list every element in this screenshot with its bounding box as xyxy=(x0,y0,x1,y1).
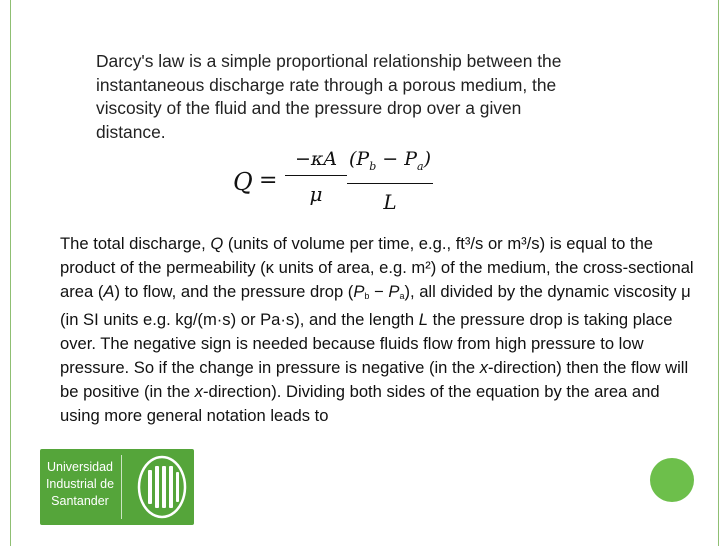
university-logo xyxy=(40,449,194,525)
accent-circle xyxy=(650,458,694,502)
subscript-b: b xyxy=(369,159,377,173)
right-frame-line xyxy=(718,0,719,546)
equation-lhs: Q xyxy=(233,168,253,196)
text-run: ), all divided by the dynamic viscosity μ (in SI units e.g. kg/(m·s) or Pa·s), and the length xyxy=(60,281,691,330)
fraction-numerator xyxy=(347,146,433,180)
pressure-b-symbol: (P xyxy=(348,148,370,170)
symbol-p: P xyxy=(388,281,400,301)
left-frame-line xyxy=(10,0,11,546)
fraction-permeability-viscosity xyxy=(285,146,347,206)
pressure-a-symbol: − P xyxy=(376,148,418,170)
intro-line: viscosity of the fluid and the pressure drop over a given xyxy=(96,98,522,118)
fraction-bar xyxy=(285,175,347,176)
fraction-bar xyxy=(347,183,433,184)
intro-line: distance. xyxy=(96,121,166,142)
logo-divider xyxy=(121,455,122,519)
fraction-numerator: −κA xyxy=(294,148,338,170)
symbol-p: P xyxy=(353,281,365,301)
uis-emblem-icon xyxy=(136,454,188,520)
logo-wordmark xyxy=(40,459,120,510)
logo-line: Santander xyxy=(51,494,109,508)
fraction-pressure-length xyxy=(347,146,433,214)
text-run: The total discharge, xyxy=(60,234,211,253)
text-run: the pressure drop is taking place over. The negative sign is needed because fluids flow from high pressure to low pressure. So if the change in pressure is negative (in the xyxy=(60,310,673,377)
logo-line: Universidad xyxy=(46,460,113,474)
text-run: -direction). Dividing both sides of the equation by the area and using more general notation leads to xyxy=(60,381,660,425)
symbol-l: L xyxy=(418,310,428,330)
equals-sign: = xyxy=(259,168,278,193)
closing-paren: ) xyxy=(423,148,432,170)
body-paragraph xyxy=(60,232,700,427)
logo-line: Industrial de xyxy=(45,477,115,491)
fraction-denominator: L xyxy=(383,189,397,214)
subscript-a: a xyxy=(399,290,405,301)
subscript-b: b xyxy=(364,290,370,301)
text-run: -direction) then the flow will be positive (in the xyxy=(60,357,689,401)
symbol-x: x xyxy=(479,357,488,377)
text-run: (units of volume per time, e.g., ft³/s or m³/s) is equal to the product of the permeability (κ units of area, e.g. m²) of the medium, the cross-sectional area ( xyxy=(60,234,694,301)
fraction-denominator: μ xyxy=(309,182,323,206)
text-run: ) to flow, and the pressure drop ( xyxy=(114,281,354,301)
symbol-x: x xyxy=(194,381,203,401)
intro-paragraph xyxy=(96,50,616,144)
symbol-a: A xyxy=(103,281,115,301)
subscript-a: a xyxy=(417,159,424,173)
intro-line: Darcy's law is a simple proportional relationship between the xyxy=(96,51,562,71)
darcy-equation xyxy=(233,146,433,216)
text-run: − xyxy=(369,281,389,301)
intro-line: instantaneous discharge rate through a porous medium, the xyxy=(96,74,557,95)
symbol-q: Q xyxy=(210,234,224,253)
